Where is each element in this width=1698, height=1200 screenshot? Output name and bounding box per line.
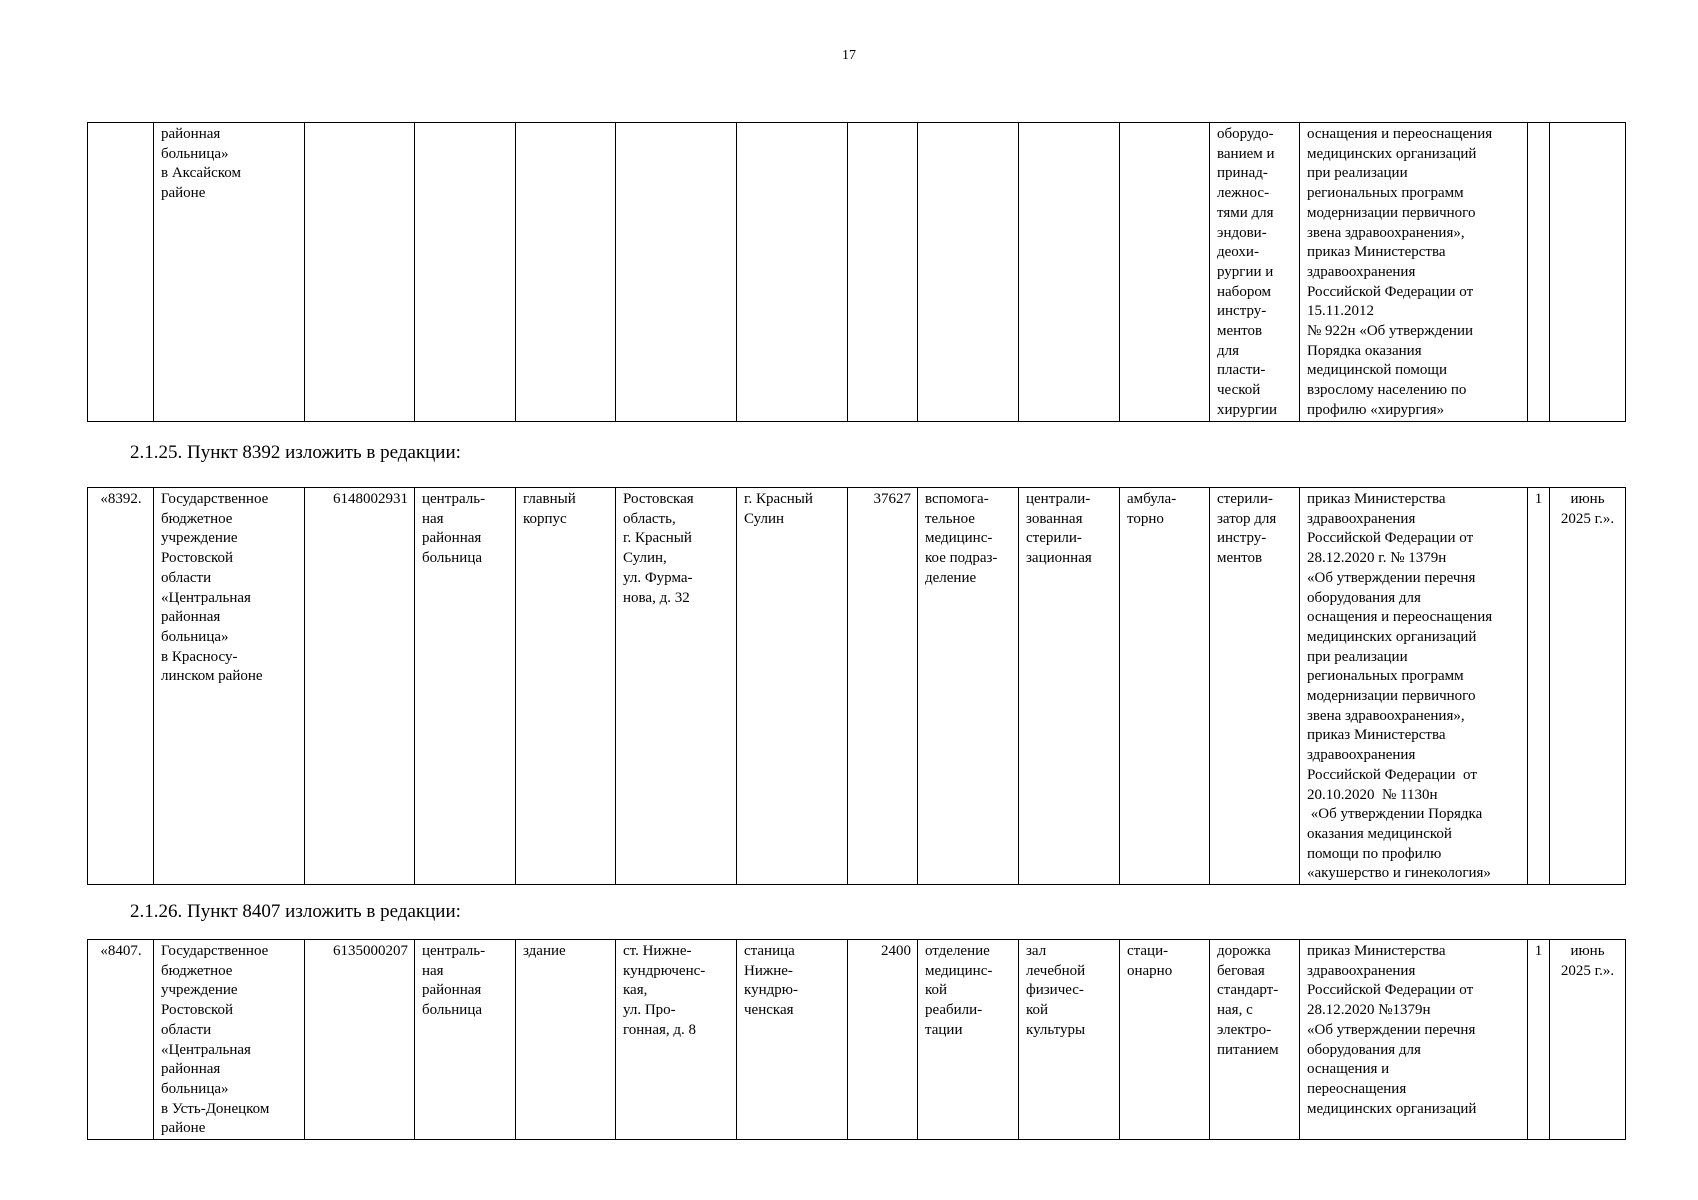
cell-quantity: 1 <box>1528 940 1550 1140</box>
table-row <box>88 488 1626 885</box>
cell-inn: 6148002931 <box>305 488 415 885</box>
cell-type <box>415 123 516 422</box>
cell-locality: г. Красный Сулин <box>737 488 848 885</box>
cell-building: главный корпус <box>516 488 616 885</box>
cell-room: зал лечебной физичес- кой культуры <box>1019 940 1120 1140</box>
registry-table-8407 <box>87 939 1626 1140</box>
section-heading-8392: 2.1.25. Пункт 8392 изложить в редакции: <box>130 442 461 463</box>
cell-building: здание <box>516 940 616 1140</box>
cell-care-mode: амбула- торно <box>1120 488 1210 885</box>
cell-number: «8407. <box>88 940 154 1140</box>
cell-type: централь- ная районная больница <box>415 488 516 885</box>
cell-date: июнь 2025 г.». <box>1550 488 1626 885</box>
cell-department: вспомога- тельное медицинс- кое подраз- деление <box>918 488 1019 885</box>
table-row <box>88 940 1626 1140</box>
cell-number: «8392. <box>88 488 154 885</box>
cell-institution: Государственное бюджетное учреждение Ростовской области «Центральная районная больница» в Красносу- линском районе <box>154 488 305 885</box>
cell-institution: Государственное бюджетное учреждение Ростовской области «Центральная районная больница» в Усть-Донецком районе <box>154 940 305 1140</box>
cell-department: отделение медицинс- кой реабили- тации <box>918 940 1019 1140</box>
cell-address: ст. Нижне- кундрюченс- кая, ул. Про- гонная, д. 8 <box>616 940 737 1140</box>
cell-number <box>88 123 154 422</box>
cell-date <box>1550 123 1626 422</box>
cell-quantity: 1 <box>1528 488 1550 885</box>
cell-care-mode <box>1120 123 1210 422</box>
section-heading-8407: 2.1.26. Пункт 8407 изложить в редакции: <box>130 901 461 922</box>
cell-inn: 6135000207 <box>305 940 415 1140</box>
page-number: 17 <box>842 48 856 63</box>
cell-legal-basis: приказ Министерства здравоохранения Российской Федерации от 28.12.2020 г. № 1379н «Об утверждении перечня оборудования для оснащения и переоснащения медицинских организаций при реализации региональных программ модернизации первичного звена здравоохранения», приказ Министерства здравоохранения Российской Федерации от 20.10.2020 № 1130н «Об утверждении Порядка оказания медицинской помощи по профилю «акушерство и гинекология» <box>1300 488 1528 885</box>
cell-equipment: стерили- затор для инстру- ментов <box>1210 488 1300 885</box>
cell-department <box>918 123 1019 422</box>
cell-population: 2400 <box>848 940 918 1140</box>
cell-inn <box>305 123 415 422</box>
cell-equipment: оборудо- ванием и принад- лежнос- тями для эндови- деохи- рургии и набором инстру- ментов для пласти- ческой хирургии <box>1210 123 1300 422</box>
cell-type: централь- ная районная больница <box>415 940 516 1140</box>
cell-address: Ростовская область, г. Красный Сулин, ул. Фурма- нова, д. 32 <box>616 488 737 885</box>
cell-legal-basis: приказ Министерства здравоохранения Российской Федерации от 28.12.2020 №1379н «Об утверждении перечня оборудования для оснащения и переоснащения медицинских организаций <box>1300 940 1528 1140</box>
cell-population <box>848 123 918 422</box>
cell-population: 37627 <box>848 488 918 885</box>
cell-building <box>516 123 616 422</box>
cell-date: июнь 2025 г.». <box>1550 940 1626 1140</box>
cell-legal-basis: оснащения и переоснащения медицинских организаций при реализации региональных программ модернизации первичного звена здравоохранения», приказ Министерства здравоохранения Российской Федерации от 15.11.2012 № 922н «Об утверждении Порядка оказания медицинской помощи взрослому населению по профилю «хирургия» <box>1300 123 1528 422</box>
registry-table-continuation <box>87 122 1626 422</box>
cell-institution: районная больница» в Аксайском районе <box>154 123 305 422</box>
cell-equipment: дорожка беговая стандарт- ная, с электро- питанием <box>1210 940 1300 1140</box>
cell-address <box>616 123 737 422</box>
cell-locality: станица Нижне- кундрю- ченская <box>737 940 848 1140</box>
cell-quantity <box>1528 123 1550 422</box>
cell-care-mode: стаци- онарно <box>1120 940 1210 1140</box>
cell-locality <box>737 123 848 422</box>
registry-table-8392 <box>87 487 1626 885</box>
table-row <box>88 123 1626 422</box>
cell-room <box>1019 123 1120 422</box>
cell-room: централи- зованная стерили- зационная <box>1019 488 1120 885</box>
